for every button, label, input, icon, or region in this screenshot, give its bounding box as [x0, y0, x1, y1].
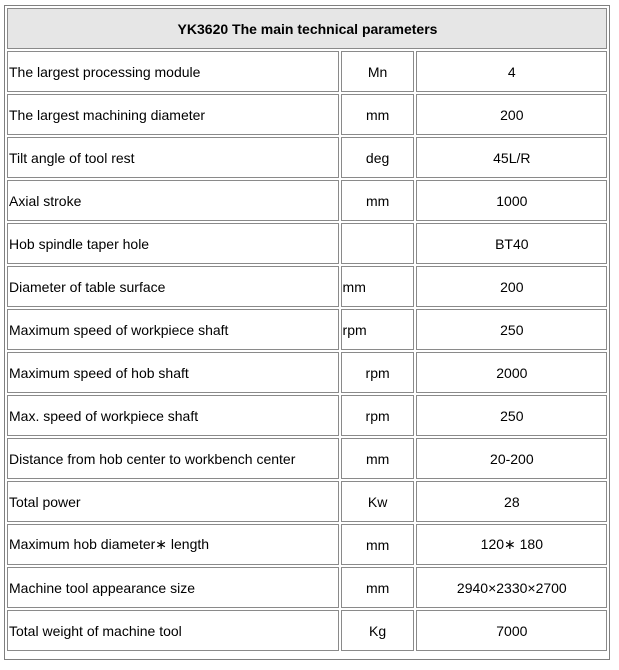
parameter-value: 20-200 — [416, 438, 607, 479]
table-row — [7, 567, 607, 608]
table-row — [7, 180, 607, 221]
parameter-value: 120∗ 180 — [416, 524, 607, 565]
table-row — [7, 309, 607, 350]
table-row — [7, 223, 607, 264]
parameter-value: 28 — [416, 481, 607, 522]
table-row — [7, 395, 607, 436]
parameter-value: 200 — [416, 266, 607, 307]
parameter-name: Total weight of machine tool — [7, 610, 339, 651]
parameter-unit: Mn — [341, 51, 414, 92]
parameter-name: The largest processing module — [7, 51, 339, 92]
parameter-name: Distance from hob center to workbench center — [7, 438, 339, 479]
parameter-value: 4 — [416, 51, 607, 92]
parameter-unit: mm — [341, 438, 414, 479]
parameter-name: Max. speed of workpiece shaft — [7, 395, 339, 436]
parameter-name: Maximum hob diameter∗ length — [7, 524, 339, 565]
parameter-value: 200 — [416, 94, 607, 135]
parameter-unit: Kw — [341, 481, 414, 522]
parameter-unit: deg — [341, 137, 414, 178]
parameter-name: The largest machining diameter — [7, 94, 339, 135]
parameter-unit: mm — [341, 567, 414, 608]
parameter-unit: rpm — [341, 395, 414, 436]
parameter-unit: mm — [341, 94, 414, 135]
parameter-unit: rpm — [341, 352, 414, 393]
parameter-value: 250 — [416, 309, 607, 350]
parameter-unit: mm — [341, 180, 414, 221]
parameter-value: 2940×2330×2700 — [416, 567, 607, 608]
table-row — [7, 524, 607, 565]
parameter-name: Machine tool appearance size — [7, 567, 339, 608]
table-row — [7, 352, 607, 393]
parameter-value: 7000 — [416, 610, 607, 651]
table-row — [7, 610, 607, 651]
parameter-name: Tilt angle of tool rest — [7, 137, 339, 178]
parameter-unit — [341, 223, 414, 264]
parameter-name: Maximum speed of hob shaft — [7, 352, 339, 393]
parameter-unit: Kg — [341, 610, 414, 651]
parameter-unit: mm — [341, 524, 414, 565]
parameter-value: 1000 — [416, 180, 607, 221]
parameter-name: Total power — [7, 481, 339, 522]
table-row — [7, 481, 607, 522]
table-row — [7, 438, 607, 479]
title-row — [7, 8, 607, 49]
parameter-value: 250 — [416, 395, 607, 436]
parameter-name: Maximum speed of workpiece shaft — [7, 309, 339, 350]
parameter-unit: mm — [341, 266, 414, 307]
parameter-value: 45L/R — [416, 137, 607, 178]
parameter-name: Diameter of table surface — [7, 266, 339, 307]
table-title: YK3620 The main technical parameters — [7, 8, 607, 49]
parameter-name: Axial stroke — [7, 180, 339, 221]
table-row — [7, 51, 607, 92]
parameter-value: BT40 — [416, 223, 607, 264]
parameter-name: Hob spindle taper hole — [7, 223, 339, 264]
parameter-unit: rpm — [341, 309, 414, 350]
table-row — [7, 266, 607, 307]
table-row — [7, 137, 607, 178]
parameter-value: 2000 — [416, 352, 607, 393]
table-row — [7, 94, 607, 135]
parameters-table — [5, 6, 609, 653]
